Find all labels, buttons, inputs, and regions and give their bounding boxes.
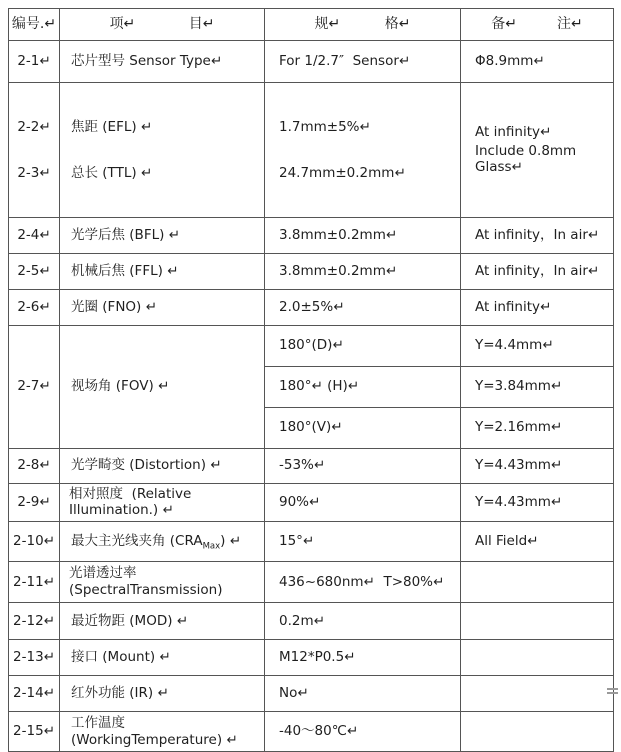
cell-item [60, 83, 265, 218]
cell-no-line2: 2-3↵ [17, 164, 51, 181]
cell-no: 2-15↵ [9, 712, 60, 752]
table-row [9, 640, 614, 676]
cell-spec-fov-d: 180°(D)↵ [265, 325, 461, 366]
cell-spec [265, 83, 461, 218]
cell-spec: 436~680nm↵ T>80%↵ [265, 562, 461, 603]
cell-no: 2-7↵ [9, 325, 60, 448]
cell-note-fov-d: Y=4.4mm↵ [461, 325, 614, 366]
cell-note-line2: Include 0.8mm Glass↵ [475, 143, 581, 176]
header-note: 备↵ 注↵ [461, 9, 614, 41]
cell-no: 2-9↵ [9, 483, 60, 522]
cell-no: 2-1↵ [9, 41, 60, 83]
table-row [9, 289, 614, 325]
table-row-merged-2-2-2-3 [9, 83, 614, 218]
cell-spec-line2: 24.7mm±0.2mm↵ [279, 164, 406, 181]
cell-note-fov-h: Y=3.84mm↵ [461, 366, 614, 407]
cell-spec-fov-h: 180°↵ (H)↵ [265, 366, 461, 407]
table-row [9, 217, 614, 253]
table-row [9, 562, 614, 603]
cell-no: 2-11↵ [9, 562, 60, 603]
lens-spec-table [8, 8, 614, 752]
cell-no: 2-14↵ [9, 676, 60, 712]
cell-no: 2-5↵ [9, 253, 60, 289]
header-item: 项↵ 目↵ [60, 9, 265, 41]
page-corner-marks [607, 688, 618, 697]
table-row-fov [9, 325, 614, 366]
cell-spec: 0.2m↵ [265, 603, 461, 640]
cell-spec: -53%↵ [265, 448, 461, 483]
corner-mark-bar [607, 692, 618, 694]
cell-no: 2-6↵ [9, 289, 60, 325]
cell-no: 2-12↵ [9, 603, 60, 640]
cell-note: At infinity，In air↵ [461, 217, 614, 253]
cell-note-fov-v: Y=2.16mm↵ [461, 407, 614, 448]
cell-no: 2-8↵ [9, 448, 60, 483]
cell-no: 2-10↵ [9, 522, 60, 562]
cell-spec: 2.0±5%↵ [265, 289, 461, 325]
table-row-cra [9, 522, 614, 562]
table-row [9, 253, 614, 289]
cra-label: 最大主光线夹角 (CRA [71, 533, 203, 550]
cell-item: 光学畸变 (Distortion) ↵ [60, 448, 265, 483]
cra-subscript: Max [202, 542, 221, 552]
cell-note: Y=4.43mm↵ [461, 448, 614, 483]
cell-spec: 90%↵ [265, 483, 461, 522]
cell-spec: 15°↵ [265, 522, 461, 562]
cell-item [60, 522, 265, 562]
cell-item: 工作温度 (WorkingTemperature) ↵ [60, 712, 265, 752]
cell-note-line1: At infinity↵ [475, 123, 552, 140]
cell-spec-line1: 1.7mm±5%↵ [279, 118, 371, 135]
cell-item: 视场角 (FOV) ↵ [60, 325, 265, 448]
cell-item: 芯片型号 Sensor Type↵ [60, 41, 265, 83]
cell-spec: M12*P0.5↵ [265, 640, 461, 676]
cra-label-tail: ) ↵ [220, 533, 242, 550]
cell-no: 2-4↵ [9, 217, 60, 253]
cell-note [461, 712, 614, 752]
cell-item-line2: 总长 (TTL) ↵ [71, 164, 153, 181]
cell-no [9, 83, 60, 218]
table-row [9, 448, 614, 483]
cell-item: 最近物距 (MOD) ↵ [60, 603, 265, 640]
cell-note: Φ8.9mm↵ [461, 41, 614, 83]
cell-item: 机械后焦 (FFL) ↵ [60, 253, 265, 289]
cell-note [461, 562, 614, 603]
cell-item-line1: 焦距 (EFL) ↵ [71, 118, 153, 135]
cell-note: At infinity↵ [461, 289, 614, 325]
cell-item: 红外功能 (IR) ↵ [60, 676, 265, 712]
table-row [9, 603, 614, 640]
cell-note [461, 83, 614, 218]
table-row [9, 712, 614, 752]
cell-note [461, 676, 614, 712]
cell-note [461, 640, 614, 676]
header-no: 编号.↵ [9, 9, 60, 41]
table-row [9, 676, 614, 712]
cell-spec: No↵ [265, 676, 461, 712]
cell-item: 相对照度 (Relative Illumination.) ↵ [60, 483, 265, 522]
cell-no-line1: 2-2↵ [17, 118, 51, 135]
cell-item: 光圈 (FNO) ↵ [60, 289, 265, 325]
cell-item: 光学后焦 (BFL) ↵ [60, 217, 265, 253]
cell-spec-fov-v: 180°(V)↵ [265, 407, 461, 448]
table-row [9, 483, 614, 522]
cell-item: 接口 (Mount) ↵ [60, 640, 265, 676]
cell-spec: 3.8mm±0.2mm↵ [265, 253, 461, 289]
cell-note: All Field↵ [461, 522, 614, 562]
cell-note [461, 603, 614, 640]
cell-note: Y=4.43mm↵ [461, 483, 614, 522]
cell-spec: 3.8mm±0.2mm↵ [265, 217, 461, 253]
table-row [9, 41, 614, 83]
header-row [9, 9, 614, 41]
cell-item: 光谱透过率 (SpectralTransmission) [60, 562, 265, 603]
cell-note: At infinity，In air↵ [461, 253, 614, 289]
corner-mark-bar [607, 688, 618, 690]
cell-spec: For 1/2.7″ Sensor↵ [265, 41, 461, 83]
header-spec: 规↵ 格↵ [265, 9, 461, 41]
cell-no: 2-13↵ [9, 640, 60, 676]
cell-spec: -40～80℃↵ [265, 712, 461, 752]
